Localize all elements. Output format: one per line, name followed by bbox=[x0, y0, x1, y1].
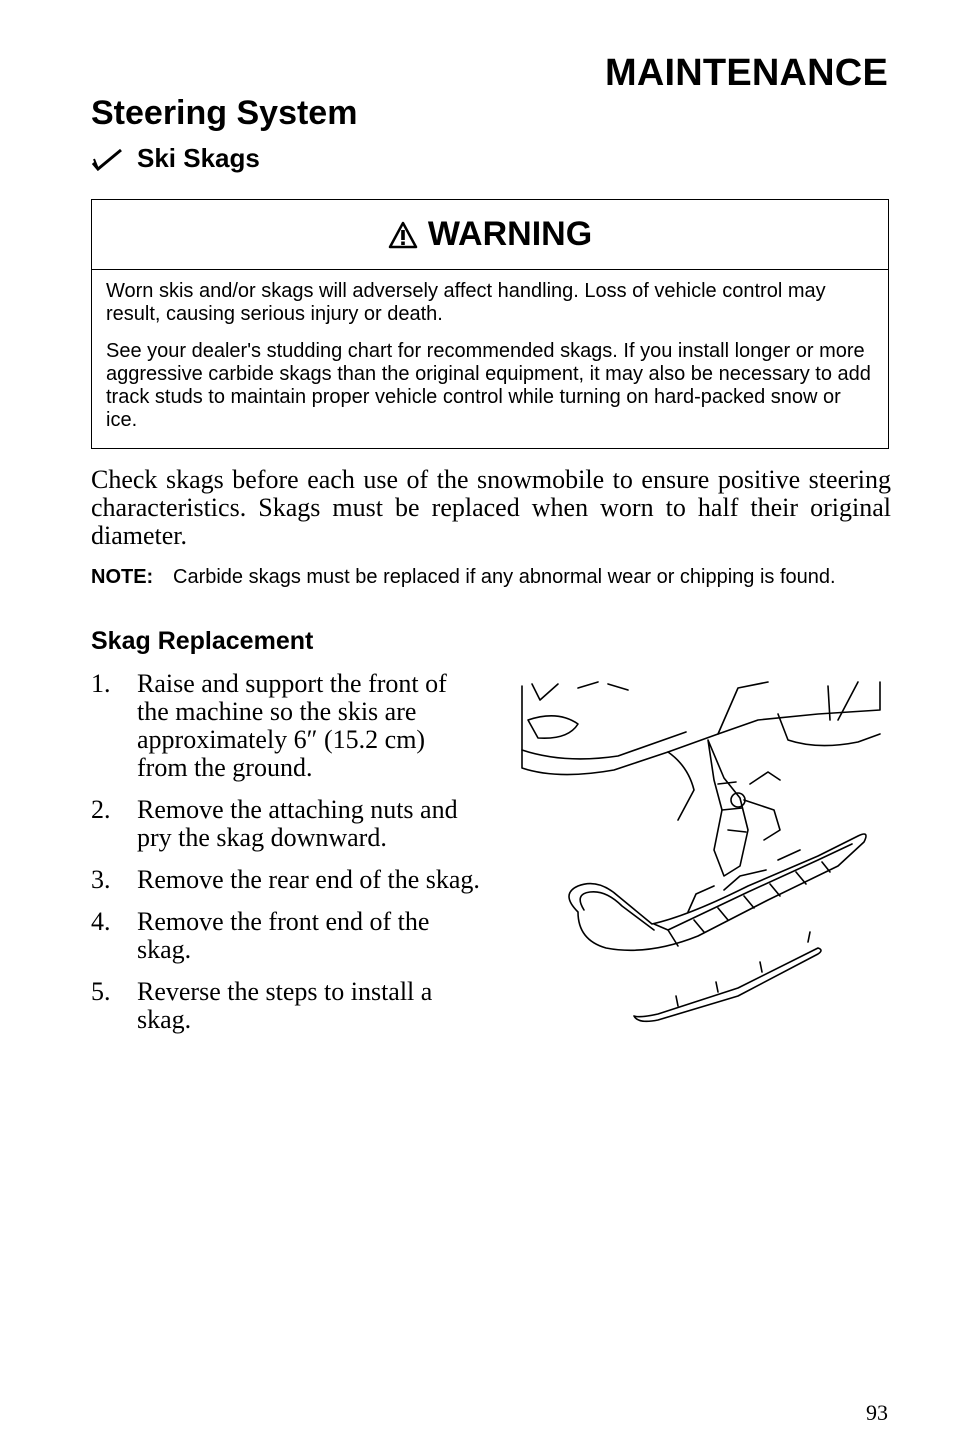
warning-body bbox=[92, 270, 888, 432]
note-label: NOTE: bbox=[91, 566, 154, 588]
step-number: 1. bbox=[91, 669, 111, 698]
list-item bbox=[91, 866, 481, 894]
list-item bbox=[91, 670, 481, 782]
steps-list bbox=[91, 670, 481, 1048]
step-text: Remove the front end of the skag. bbox=[137, 907, 430, 964]
warning-paragraph: See your dealer's studding chart for recommended skags. If you install longer or more aggressive carbide skags than the original equipment, it may also be necessary to add track studs to maintain proper vehicle control while turning on hard-packed snow or ice. bbox=[106, 340, 871, 431]
note bbox=[91, 566, 891, 589]
page-number: 93 bbox=[866, 1400, 888, 1425]
checkmark-icon bbox=[91, 147, 123, 171]
note-text: Carbide skags must be replaced if any abnormal wear or chipping is found. bbox=[173, 566, 836, 588]
subsection-heading bbox=[91, 143, 260, 174]
step-text: Remove the rear end of the skag. bbox=[137, 865, 480, 894]
list-item bbox=[91, 796, 481, 852]
step-text: Remove the attaching nuts and pry the skag downward. bbox=[137, 795, 458, 852]
warning-header bbox=[92, 200, 888, 270]
warning-title: WARNING bbox=[427, 215, 593, 253]
step-number: 5. bbox=[91, 977, 111, 1006]
warning-box bbox=[91, 199, 889, 449]
step-number: 2. bbox=[91, 795, 111, 824]
subsection-title: Ski Skags bbox=[137, 143, 260, 173]
list-item bbox=[91, 908, 481, 964]
section-title: Steering System bbox=[91, 94, 358, 132]
step-number: 4. bbox=[91, 907, 111, 936]
step-number: 3. bbox=[91, 865, 111, 894]
list-item bbox=[91, 978, 481, 1034]
chapter-title: MAINTENANCE bbox=[605, 52, 888, 94]
warning-paragraph: Worn skis and/or skags will adversely affect handling. Loss of vehicle control may result, causing serious injury or death. bbox=[106, 280, 826, 325]
step-text: Reverse the steps to install a skag. bbox=[137, 977, 433, 1034]
snowmobile-ski-illustration bbox=[518, 680, 884, 1030]
body-paragraph: Check skags before each use of the snowmobile to ensure positive steering characteristics. Skags must be replaced when worn to half their original diameter. bbox=[91, 465, 891, 550]
skag-replacement-heading: Skag Replacement bbox=[91, 627, 314, 655]
warning-triangle-icon bbox=[388, 221, 418, 249]
step-text: Raise and support the front of the machine so the skis are approximately 6″ (15.2 cm) from the ground. bbox=[137, 669, 447, 782]
